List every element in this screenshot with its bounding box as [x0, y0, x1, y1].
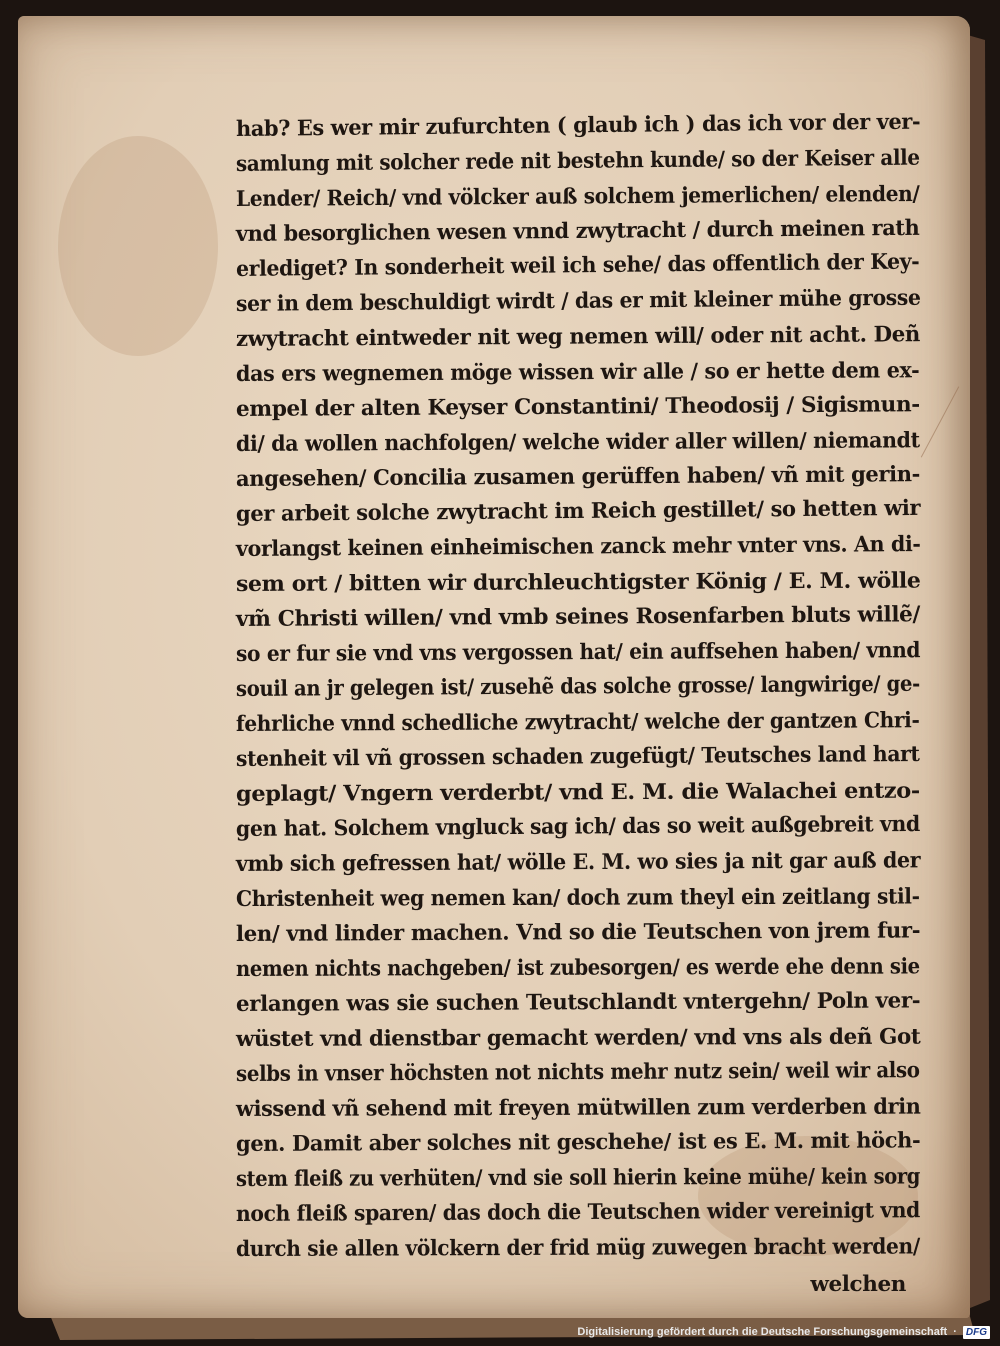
text-line: vm̃ Christi willen/ vnd vmb seines Rosenfarben bluts willẽ/ — [235, 602, 921, 632]
text-line: zwytracht eintweder nit weg nemen will/ oder nit acht. Deñ — [235, 322, 921, 352]
text-line: so er fur sie vnd vns vergossen hat/ ein auffsehen haben/ vnnd — [235, 638, 921, 667]
text-line: nemen nichts nachgeben/ ist zubesorgen/ es werde ehe denn sie — [235, 954, 920, 982]
text-line: vorlangst keinen einheimischen zanck mehr vnter vns. An di- — [235, 532, 921, 562]
text-line: Christenheit weg nemen kan/ doch zum theyl ein zeitlang stil- — [235, 884, 920, 912]
text-line: empel der alten Keyser Constantini/ Theodosij / Sigismun- — [235, 392, 920, 422]
text-line: stenheit vil vñ grossen schaden zugefügt/ Teutsches land hart — [235, 741, 920, 772]
text-line: vmb sich gefressen hat/ wölle E. M. wo sies ja nit gar auß der — [235, 848, 921, 877]
text-line: samlung mit solcher rede nit bestehn kunde/ so der Keiser alle — [235, 145, 920, 177]
text-line: souil an jr gelegen ist/ zusehẽ das solche grosse/ langwirige/ ge- — [235, 671, 920, 702]
text-line: das ers wegnemen möge wissen wir alle / so er hette dem ex- — [235, 358, 920, 387]
text-line: hab? Es wer mir zufurchten ( glaub ich ) das ich vor der ver- — [235, 109, 921, 142]
text-line: vnd besorglichen wesen vnnd zwytracht / durch meinen rath — [235, 215, 920, 247]
text-line: noch fleiß sparen/ das doch die Teutschen wider vereinigt vnd — [235, 1198, 921, 1227]
text-line: Lender/ Reich/ vnd völcker auß solchem jemerlichen/ elenden/ — [235, 181, 920, 212]
text-line: sem ort / bitten wir durchleuchtigster König / E. M. wölle — [235, 568, 921, 597]
text-line: erlediget? In sonderheit weil ich sehe/ das offentlich der Key- — [235, 249, 920, 282]
text-line: durch sie allen völckern der frid müg zuwegen bracht werden/ — [235, 1234, 920, 1262]
text-line: ser in dem beschuldigt wirdt / das er mit kleiner mühe grosse — [235, 285, 921, 317]
credit-text: Digitalisierung gefördert durch die Deutsche Forschungsgemeinschaft — [577, 1326, 948, 1338]
page-text-block — [235, 109, 921, 1302]
text-line: gen hat. Solchem vngluck sag ich/ das so weit außgebreit vnd — [235, 811, 920, 842]
credit-separator: · — [953, 1326, 957, 1338]
text-line: stem fleiß zu verhüten/ vnd sie soll hierin keine mühe/ kein sorg — [235, 1164, 921, 1192]
text-line: wissend vñ sehend mit freyen mütwillen zum verderben drin — [235, 1094, 921, 1122]
digitization-credit — [577, 1322, 990, 1342]
catchword: welchen — [810, 1272, 906, 1297]
dfg-logo-icon: DFG — [963, 1326, 990, 1339]
text-line: angesehen/ Concilia zusamen gerüffen haben/ vñ mit gerin- — [235, 462, 921, 492]
text-line: len/ vnd linder machen. Vnd so die Teutschen von jrem fur- — [235, 918, 921, 947]
text-line: gen. Damit aber solches nit geschehe/ ist es E. M. mit höch- — [235, 1128, 921, 1157]
text-line: fehrliche vnnd schedliche zwytracht/ welche der gantzen Chri- — [235, 708, 920, 737]
text-line: ger arbeit solche zwytracht im Reich gestillet/ so hetten wir — [235, 495, 921, 527]
text-line: selbs in vnser höchsten not nichts mehr nutz sein/ weil wir also — [235, 1058, 920, 1087]
text-line: wüstet vnd dienstbar gemacht werden/ vnd vns als deñ Got — [235, 1024, 921, 1052]
text-line: geplagt/ Vngern verderbt/ vnd E. M. die Walachei entzo- — [235, 778, 920, 807]
text-line: erlangen was sie suchen Teutschlandt vntergehn/ Poln ver- — [235, 988, 921, 1017]
text-line: di/ da wollen nachfolgen/ welche wider aller willen/ niemandt — [235, 428, 920, 457]
paper-stain — [58, 136, 218, 356]
